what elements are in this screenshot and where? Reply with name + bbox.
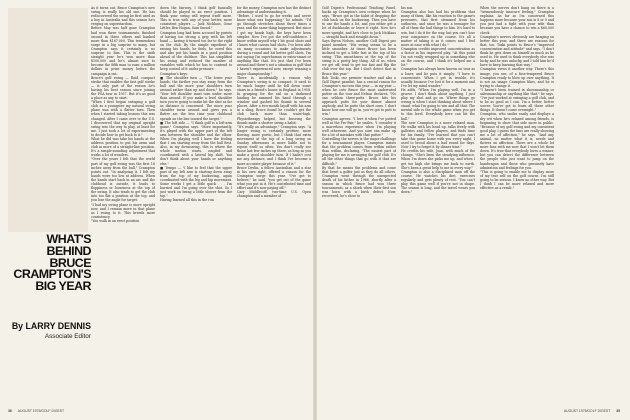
page-number-right: 35 bbox=[616, 409, 620, 413]
article-column-5: his son. Crampton also has had his problems that many of them, like his reaction to the game's pressures, that first stemmed from his outbursts, and since he was a teenager for all of them the bad things to him. It's hard to win, but I do it for the way, but you can't lose your composure on the course. It's all a matter of taking it as it comes and I feel more at ease with what I do." Crampton credits improved concentration as a factor in his improved play. "At this point I'm not really wrapped up in something else on the course, and I think it's helped me a lot." Crampton has always been known on tour as a loner, and he puts it simply: "I have to concentrate. When I get in trouble, it's usually because I've lost it for a moment and I've let my mind wander." He adds, "When I'm playing well, I'm in a groove. I don't think about anything. I just play my shot and go on. Where things go wrong is when I start thinking about where I stand, what I'm going to win and all that. The mental side is the whole game when you get to this level. Everybody here can hit the ball." The new Crampton is a more relaxed man. He walks with his head up, talks freely with galleries and fellow players, and finds time for his family. "I've learned that you can't take this game home with you every night. I used to brood about a bad round for days. Now I try to forget it by dinner time." He credits his wife, Joan, with much of the change. "She's been the steadying influence. When I'm down she picks me up, and when I get too high she brings me back to earth. She's been a great help to me in every way." Crampton is also a disciplined man off the course. He watches his diet, exercises regularly and gets plenty of rest. "You can't play this game well if you're not in shape. The season is long, and the travel wears you down." bbox=[401, 6, 475, 195]
article-column-4: Golf Digest's Professional Teaching Panel, backs up Crampton's own critique when he says, "Bruce got in the habit of dropping the club back on the backswing. Then you have to use the hands a lot, and you either get a lot of duckhooks or leave it right. Now he's more upright, and he's close to Jack Nicklaus — straight back and straight down." Says Byron Nelson, another Golf Digest pro panel member, "His swing seems to be a little smoother. At times Bruce has been inclined to get a little fast at the top of his swing. This smoothness at the top of the swing is a pretty key thing. All of us, when we get off, tend to get too fast and flip the club over the top. But I don't detect that in Bruce this year." Bob Toski, our premier teacher and also a Golf Digest panelist, has a crucial reason for Crampton's success this year — in my year — when he cuts Bruce the most underrated putter on the tour and Nelson declares, "No one seldom three-putts. Bruce hits his approach putts for your dinner almost anybody, and he putts the short ones. I don't know how one will go in, you've got to putt to win." Crampton agrees. "I love it when I've putted well at the Pro-Fair," he smiles. "I consider it a marvelous experience when I'm playing well otherwise. And you sure can make up for a lot of mistakes with that putter." Controlling the nerves is the major challenge for a tournament player. Crampton insists that the problem comes from within rather than within, declaring, "The easiest part of playing for me is arranging the golf club. It's all the other things that go with it that are difficult." By that he means the problems and come that beset a golfer just as they do all others. Crampton went through the unexpected death of his father in 1966, shortly after a season in which Bruce had won three tournaments, as a shock when their first son was born with a birth defect. Now, recovered, he's close to bbox=[322, 6, 396, 199]
headline-line: BIG YEAR bbox=[35, 279, 91, 294]
issue-line-left: AUGUST 1975/GOLF DIGEST bbox=[17, 409, 65, 413]
issue-line-right: AUGUST 1975/GOLF DIGEST bbox=[563, 409, 611, 413]
article-column-2: down the fairway, I think golf basically should be played in an erect position. I think your swing will repeat itself more. This is true with any of your better, more consistent players — Jack Nicklaus, Gene Littler, Ben Hogan, Sam Snead." Crampton long had been accused by purists of having too strong a grip with his left hand — having it turned too far to the right on the club. By the simple expedient of raising his hands, he feels, he cured this and also put his hands in a good position ahead of the clubface. This has simplified his swing and reduced the number of variables with which he has to contend to keep control of it under pressure. Crampton's keys: ■ The shoulder turn — "The lower your hands, the farther you stay away from the ball and the more your shoulders turn around rather than up and down," he says. "Your left shoulder must turn under more than around. If you make a level shoulder turn you're going to make hit the shot as far as distance is concerned. The more your shoulder turns around and gives you a flatter arc the less time your clubhead spends on the line toward the target." ■ The left side — "I think golf is a left-arm game," Crampton says. "More importantly, it's played with the upper part of the left arm between the shoulder and the elbow. When I'm playing well I have the feeling that I am starting away from the ball first. Also, in my downswing, this is where the whole motion starts, coupled and coordinated with a lateral hip shift. You don't think about your hands or anything else." ■ Tempo — "I like to feel that the upper part of my left arm is starting down away from the top of my backswing, again coordinated with the leg and hip movement. Some weeks I get a little quick . . . I'm hurried and I'm going over the shot. So I just work on being a little slower from the top." Having learned all this in the run bbox=[160, 6, 232, 203]
headline-line: WHAT'S bbox=[46, 232, 91, 246]
headline-line: BRUCE bbox=[49, 255, 91, 270]
headline bbox=[7, 234, 91, 293]
page-number-left: 36 bbox=[8, 409, 12, 413]
folio-left bbox=[8, 409, 64, 413]
page-gutter bbox=[313, 0, 317, 420]
bruce-crampton-photo-area bbox=[8, 8, 88, 232]
headline-line: CRAMPTON'S bbox=[13, 267, 91, 282]
article-column-6: When the nerves don't hang on there is a "tremendously insecure feeling," Crampton explains. As far as I'm concerned this happens more because your son is 8 or 9 and you just had a fight with your wife than because you have a chance to win a $60,000 check. Crampton's nerves obviously are hanging on better this year, and there are reasons for that, too. Toski points to Bruce's "improved concentration and attitude" and says, "I don't think he gets down on himself as much as he used to. He used to think everybody else was lucky and he was unlucky, and I told him he'd have to keep learning that way." Crampton views it another way. There's this image, you see, of a fuse-tempered Bruce Crampton ready to blow up over anything. It is not an image Crampton likes, and he is trying to change it. "I haven't been trained in showmanship or salesmanship or anything like that," he says. "I've just worked at swinging a golf club, and to be as good as I can. I'm a better, better scorer. You've got to learn all these other things. It doesn't come overnight." Crampton, who smiles easily and displays a dry wit when he's relaxed among friends, is beginning to show that side more in public. "Because of my golf swing and my consistent good play, I guess the fans are really showing me a lot of affection," he says. "And any animal, no matter what it is, needs and thrives on affection. There are a whole lot more fans with me now that I won't let them down. It's true that everybody loves a winner, but you can detect the difference between the people who just want to jump on the bandwagon and those who genuinely have admiration and feelings for you. "This is going to enable me to display more of my true self on the golf course. I'm still going to be serious. I know no other way. But I think I can be more relaxed and more effective as a result." bbox=[480, 6, 554, 191]
article-column-1: As it turns out, Bruce Crampton's new swing is really his old one. He has rediscovered the swing he first used as a boy in Australia and this season he's verging on superstardom. Before May was half gone Crampton had won three tournaments, finished second in three others and banked more than $167,000. This tremendous surge in a big surprise to many, but Crampton says it certainly is no surprise to him. This is the sixth straight year he's won more than $100,000 and he's almost sure to become the fifth man to earn a million dollars in prize money before the campaign is out. Bruce's golf swing — fluid, compact stroke that enables the fast golf stroke — is only part of the reason he's having his best season since joining the PGA tour in 1957. But it's as good a place as any to start. "When I first began swinging a golf club as a youngster my natural swing plane was with a flatter turn. Then when I started taking lessons this was changed. After I came over to the U.S. I discovered that my original upright swing was the way to play, at least for me. I just took a lot of experimenting to decide how to get back to it." What he did was take his hands at the address position to put his arms and club in more of a straight-line position. It's a simple-sounding adjustment that works a lot of wonders. "Over the years I felt that the world part of my golf swing was the first 18 inches away from the ball," Crampton points out. "In analyzing it, I felt my hands were too low at address. When the hands start back in an arc and the clubhead is outside, it leads to floppiness or looseness at the top of the swing. It also tends to get the club into too flat a position at the top, and you lose the angle for target. "I had my swing plane is more upright now, and I remain more in that plane as I swing to it. This breeds more consistency. "You walk in an erect position bbox=[91, 6, 155, 223]
byline: By LARRY DENNIS bbox=[11, 321, 91, 331]
byline-role: Associate Editor bbox=[44, 333, 91, 340]
folio-right bbox=[564, 409, 620, 413]
article-column-3: for the money, Crampton now has the distinct advantage of understanding it. "Before, I used to go for weeks and never know what was happening," he admits. "I'd go through stretches about three times a year, and the same thing happened. But since I got my hands high, the keys have been simpler. Now I've got the self-confidence. I know within myself why I hit good shots and I know what causes bad shots. I've been able on many occasions to make adjustments during a round and hit better golf shots. I'm not saying I'm superhuman or extra-smart or anything like that. It's just that I've been around and there's not a situation in golf that I haven't experienced now, except winning a major championship." There is, incidentally, a reason why Crampton's swing is so compact. It used to be much longer until he fell down some stairs in a friend's house in England in 1958. In grasping for the rail on a darkened landing he rammed his hand through a window and gashed his thumb in several places. After a two-month layoff with his arm in a sling, Bruce found he couldn't get the club back more than waist-high. Physiotherapy helped, but favoring the thumb made a shorter swing a habit. "It's really an advantage," Crampton says. "A longer swing is certainly prettier, more flowing, more poetic, but I think that extra movement at the top of a long swing on Sunday afternoons is more liable not to repeat itself so often. You don't really see those last few inches up there, as long as you make a good shoulder turn. If I hadn't cost me any distance, and I think I've become a more accurate player because of it." Bruce Devlin, a fellow Australian and a star in his own right, offered a reason for the Crampton surge this year. "I've got to believe," he said, "you get out of the game what you put in it. He's contributed time and effort and it's now paying off." Cary Middlecoff, two-time U.S. Open champion and a member of bbox=[237, 6, 311, 199]
headline-line: BEHIND bbox=[46, 243, 91, 258]
